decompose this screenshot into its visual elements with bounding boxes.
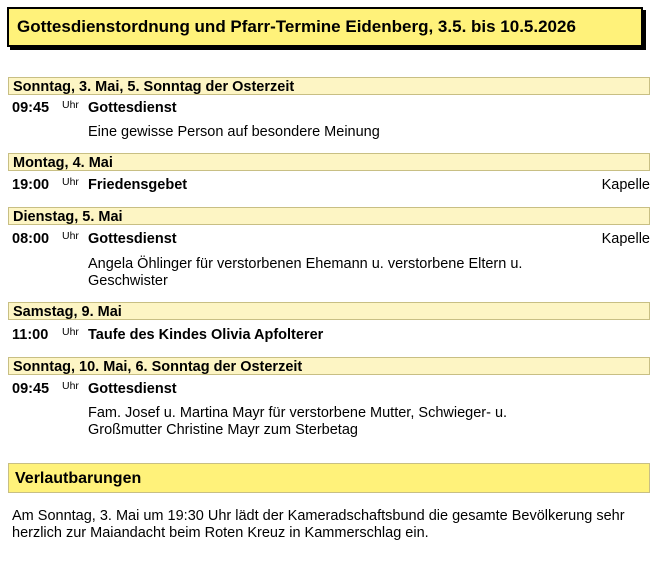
event-title: Gottesdienst	[88, 100, 177, 116]
event-description: Eine gewisse Person auf besondere Meinung	[88, 124, 380, 140]
day-heading: Sonntag, 3. Mai, 5. Sonntag der Osterzeit	[8, 77, 650, 95]
event-time-unit: Uhr	[62, 380, 79, 392]
announcements-text: Am Sonntag, 3. Mai um 19:30 Uhr lädt der Kameradschaftsbund die gesamte Bevölkerung sehr herzlich zur Maiandacht beim Roten Kreuz in Kammerschlag ein.	[12, 508, 625, 541]
event-place: Kapelle	[601, 177, 650, 193]
day-heading: Montag, 4. Mai	[8, 153, 650, 171]
event-description: Fam. Josef u. Martina Mayr für verstorbene Mutter, Schwieger- u. Großmutter Christine Mayr zum Sterbetag	[88, 405, 508, 438]
day-heading: Dienstag, 5. Mai	[8, 207, 650, 225]
event-time-unit: Uhr	[62, 99, 79, 111]
event-time: 09:45	[12, 381, 50, 397]
announcements-title: Verlautbarungen	[15, 470, 142, 487]
day-heading: Sonntag, 10. Mai, 6. Sonntag der Osterzeit	[8, 357, 650, 375]
page-title-box	[7, 7, 643, 47]
event-title: Gottesdienst	[88, 231, 177, 247]
event-title: Taufe des Kindes Olivia Apfolterer	[88, 327, 324, 343]
event-time-unit: Uhr	[62, 176, 79, 188]
event-time: 11:00	[12, 327, 49, 343]
event-time: 19:00	[12, 177, 50, 193]
event-place: Kapelle	[601, 231, 650, 247]
day-heading: Samstag, 9. Mai	[8, 302, 650, 320]
event-time: 08:00	[12, 231, 50, 247]
page-title: Gottesdienstordnung und Pfarr-Termine Eidenberg, 3.5. bis 10.5.2026	[17, 17, 576, 36]
event-time-unit: Uhr	[62, 230, 79, 242]
event-time: 09:45	[12, 100, 50, 116]
event-title: Friedensgebet	[88, 177, 188, 193]
announcements-header	[8, 463, 650, 493]
event-description: Angela Öhlinger für verstorbenen Ehemann u. verstorbene Eltern u. Geschwister	[88, 256, 523, 289]
event-time-unit: Uhr	[62, 326, 79, 338]
event-title: Gottesdienst	[88, 381, 177, 397]
